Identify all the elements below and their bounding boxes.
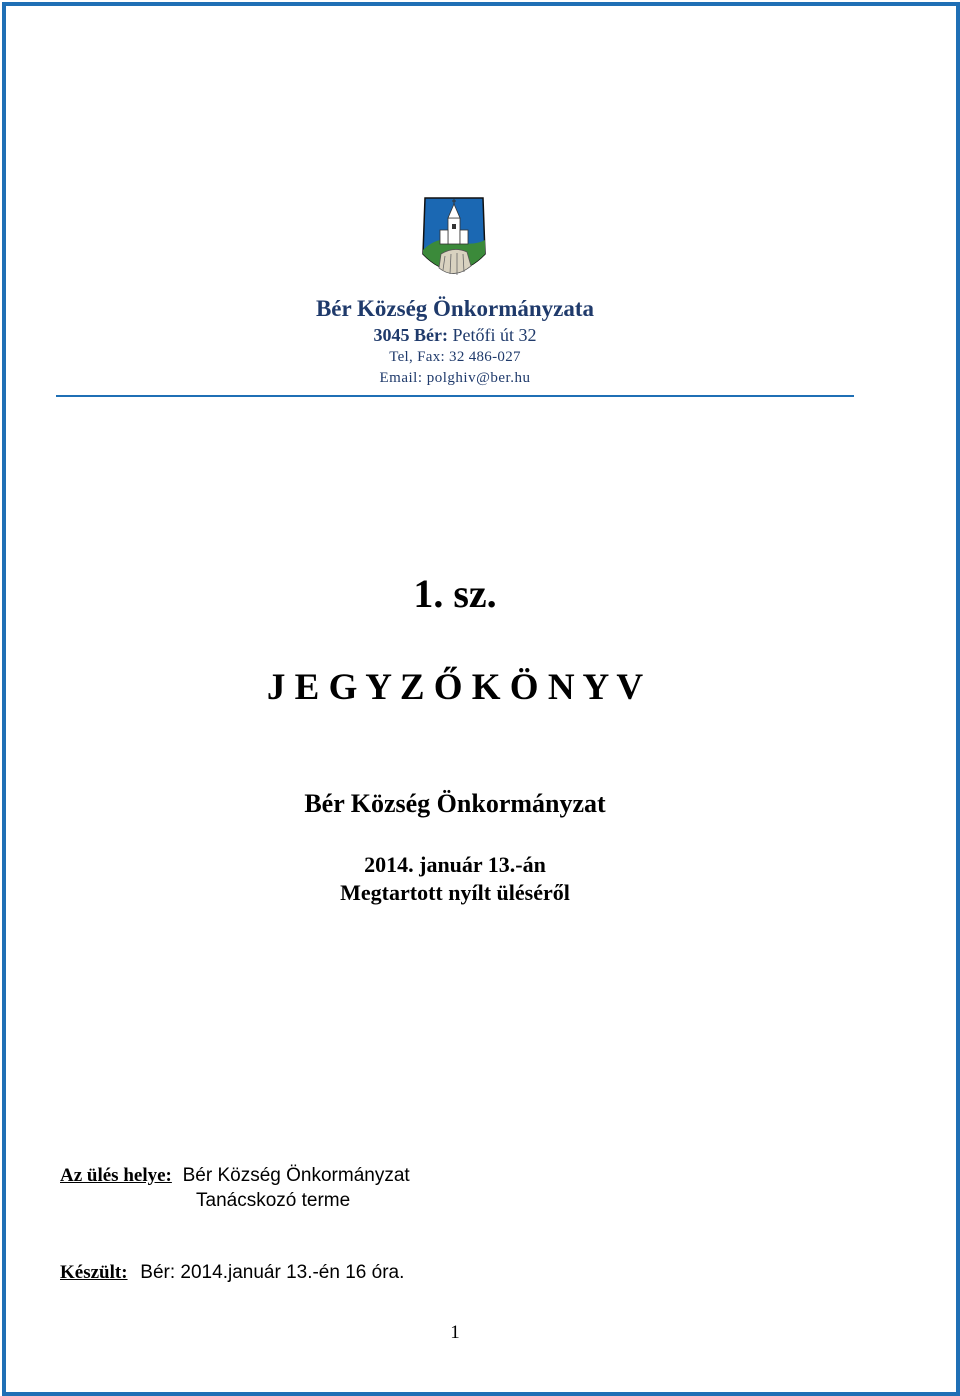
header-address-bold: 3045 Bér: — [373, 325, 448, 345]
made-value: Bér: 2014.január 13.-én 16 óra. — [140, 1262, 405, 1283]
header-org-name: Bér Község Önkormányzata — [315, 296, 595, 321]
header-address-rest: Petőfi út 32 — [452, 325, 537, 345]
document-org: Bér Község Önkormányzat — [304, 789, 606, 818]
meeting-place-line2: Tanácskozó terme — [196, 1190, 351, 1211]
header-email: Email: polghiv@ber.hu — [379, 370, 531, 386]
meeting-place-label: Az ülés helye: — [60, 1165, 172, 1186]
document-number: 1. sz. — [413, 571, 497, 616]
made-label: Készült: — [60, 1262, 128, 1283]
coat-of-arms-icon — [419, 194, 489, 280]
document-subtitle: Megtartott nyílt üléséről — [340, 880, 570, 905]
document-title: J E G Y Z Ő K Ö N Y V — [266, 667, 644, 708]
header-tel: Tel, Fax: 32 486-027 — [389, 349, 521, 365]
page-number: 1 — [450, 1322, 460, 1343]
made-row — [60, 1262, 404, 1284]
header-address — [0, 325, 910, 346]
meeting-place-line1: Bér Község Önkormányzat — [182, 1165, 410, 1186]
header-divider — [56, 395, 854, 397]
meeting-place-row — [60, 1165, 410, 1187]
meeting-date: 2014. január 13.-án — [364, 852, 546, 877]
